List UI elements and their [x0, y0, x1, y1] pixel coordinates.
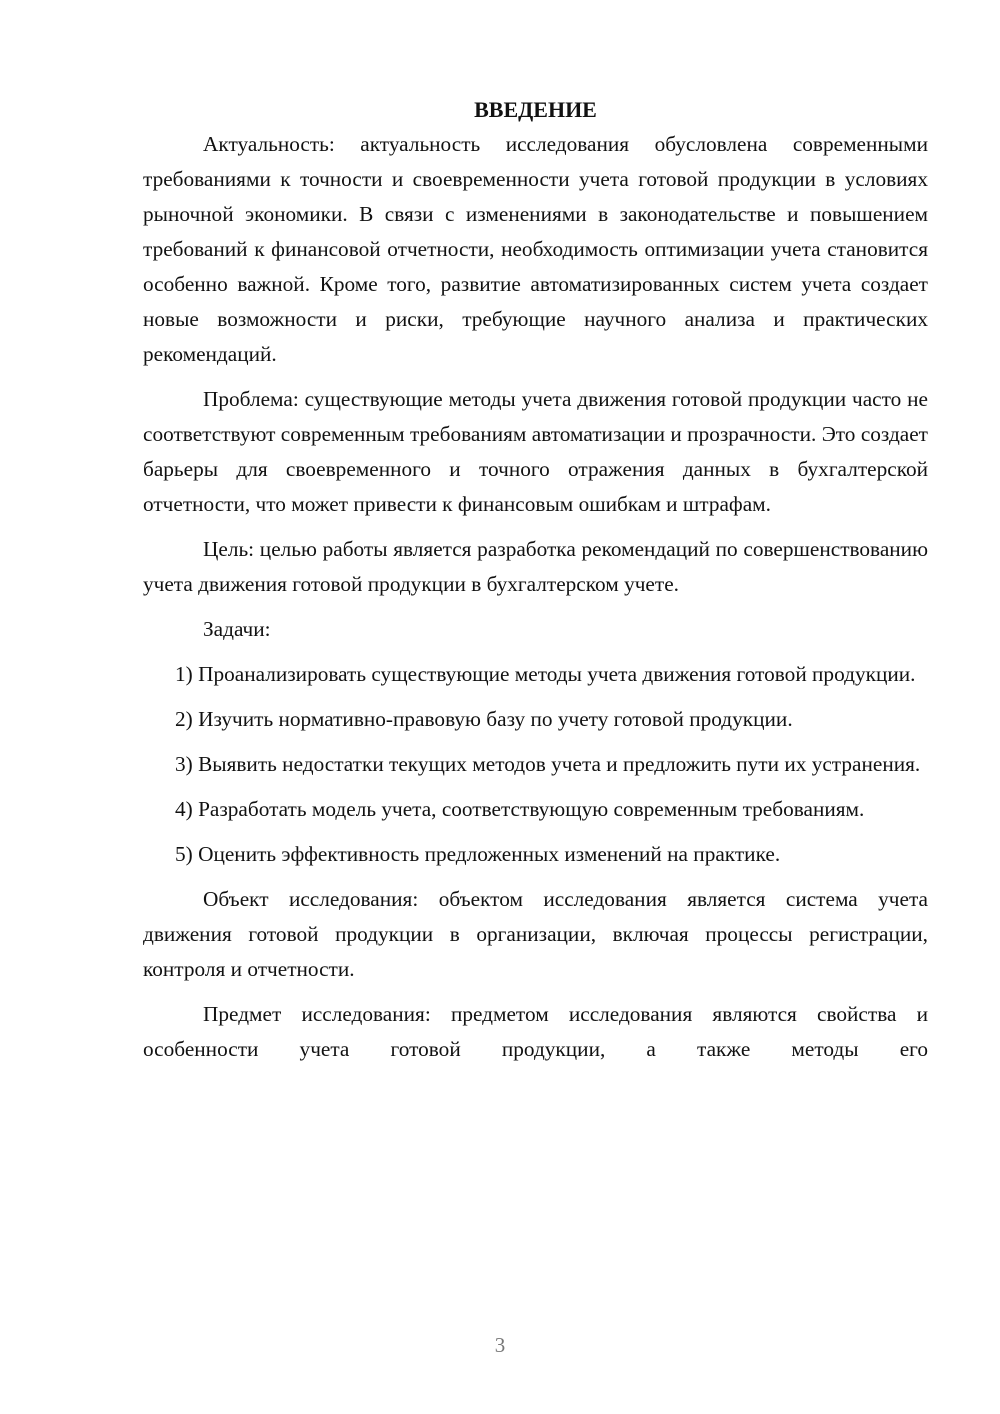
paragraph-goal: Цель: целью работы является разработка рекомендаций по совершенствованию учета движения готовой продукции в бухгалтерском учете. — [143, 537, 928, 596]
paragraph-tasks-heading: Задачи: — [203, 617, 271, 641]
task-item-1: 1) Проанализировать существующие методы учета движения готовой продукции. — [175, 662, 916, 686]
section-title: ВВЕДЕНИЕ — [474, 97, 597, 122]
task-item-5: 5) Оценить эффективность предложенных изменений на практике. — [175, 842, 781, 866]
task-item-2: 2) Изучить нормативно-правовую базу по учету готовой продукции. — [175, 707, 793, 731]
page-number: 3 — [494, 1333, 506, 1357]
task-item-3: 3) Выявить недостатки текущих методов учета и предложить пути их устранения. — [175, 752, 921, 776]
paragraph-relevance: Актуальность: актуальность исследования обусловлена современными требованиями к точности и своевременности учета готовой продукции в условиях рыночной экономики. В связи с изменениями в законодательстве и повышением требований к финансовой отчетности, необходимость оптимизации учета становится особенно важной. Кроме того, развитие автоматизированных систем учета создает новые возможности и риски, требующие научного анализа и практических рекомендаций. — [143, 132, 928, 366]
page-content — [143, 92, 928, 1077]
task-item-4: 4) Разработать модель учета, соответствующую современным требованиям. — [175, 797, 865, 821]
paragraph-subject: Предмет исследования: предметом исследования являются свойства и особенности учета готовой продукции, а также методы его — [143, 1002, 928, 1061]
paragraph-object: Объект исследования: объектом исследования является система учета движения готовой продукции в организации, включая процессы регистрации, контроля и отчетности. — [143, 887, 928, 981]
paragraph-problem: Проблема: существующие методы учета движения готовой продукции часто не соответствуют современным требованиям автоматизации и прозрачности. Это создает барьеры для своевременного и точного отражения данных в бухгалтерской отчетности, что может привести к финансовым ошибкам и штрафам. — [143, 387, 928, 516]
